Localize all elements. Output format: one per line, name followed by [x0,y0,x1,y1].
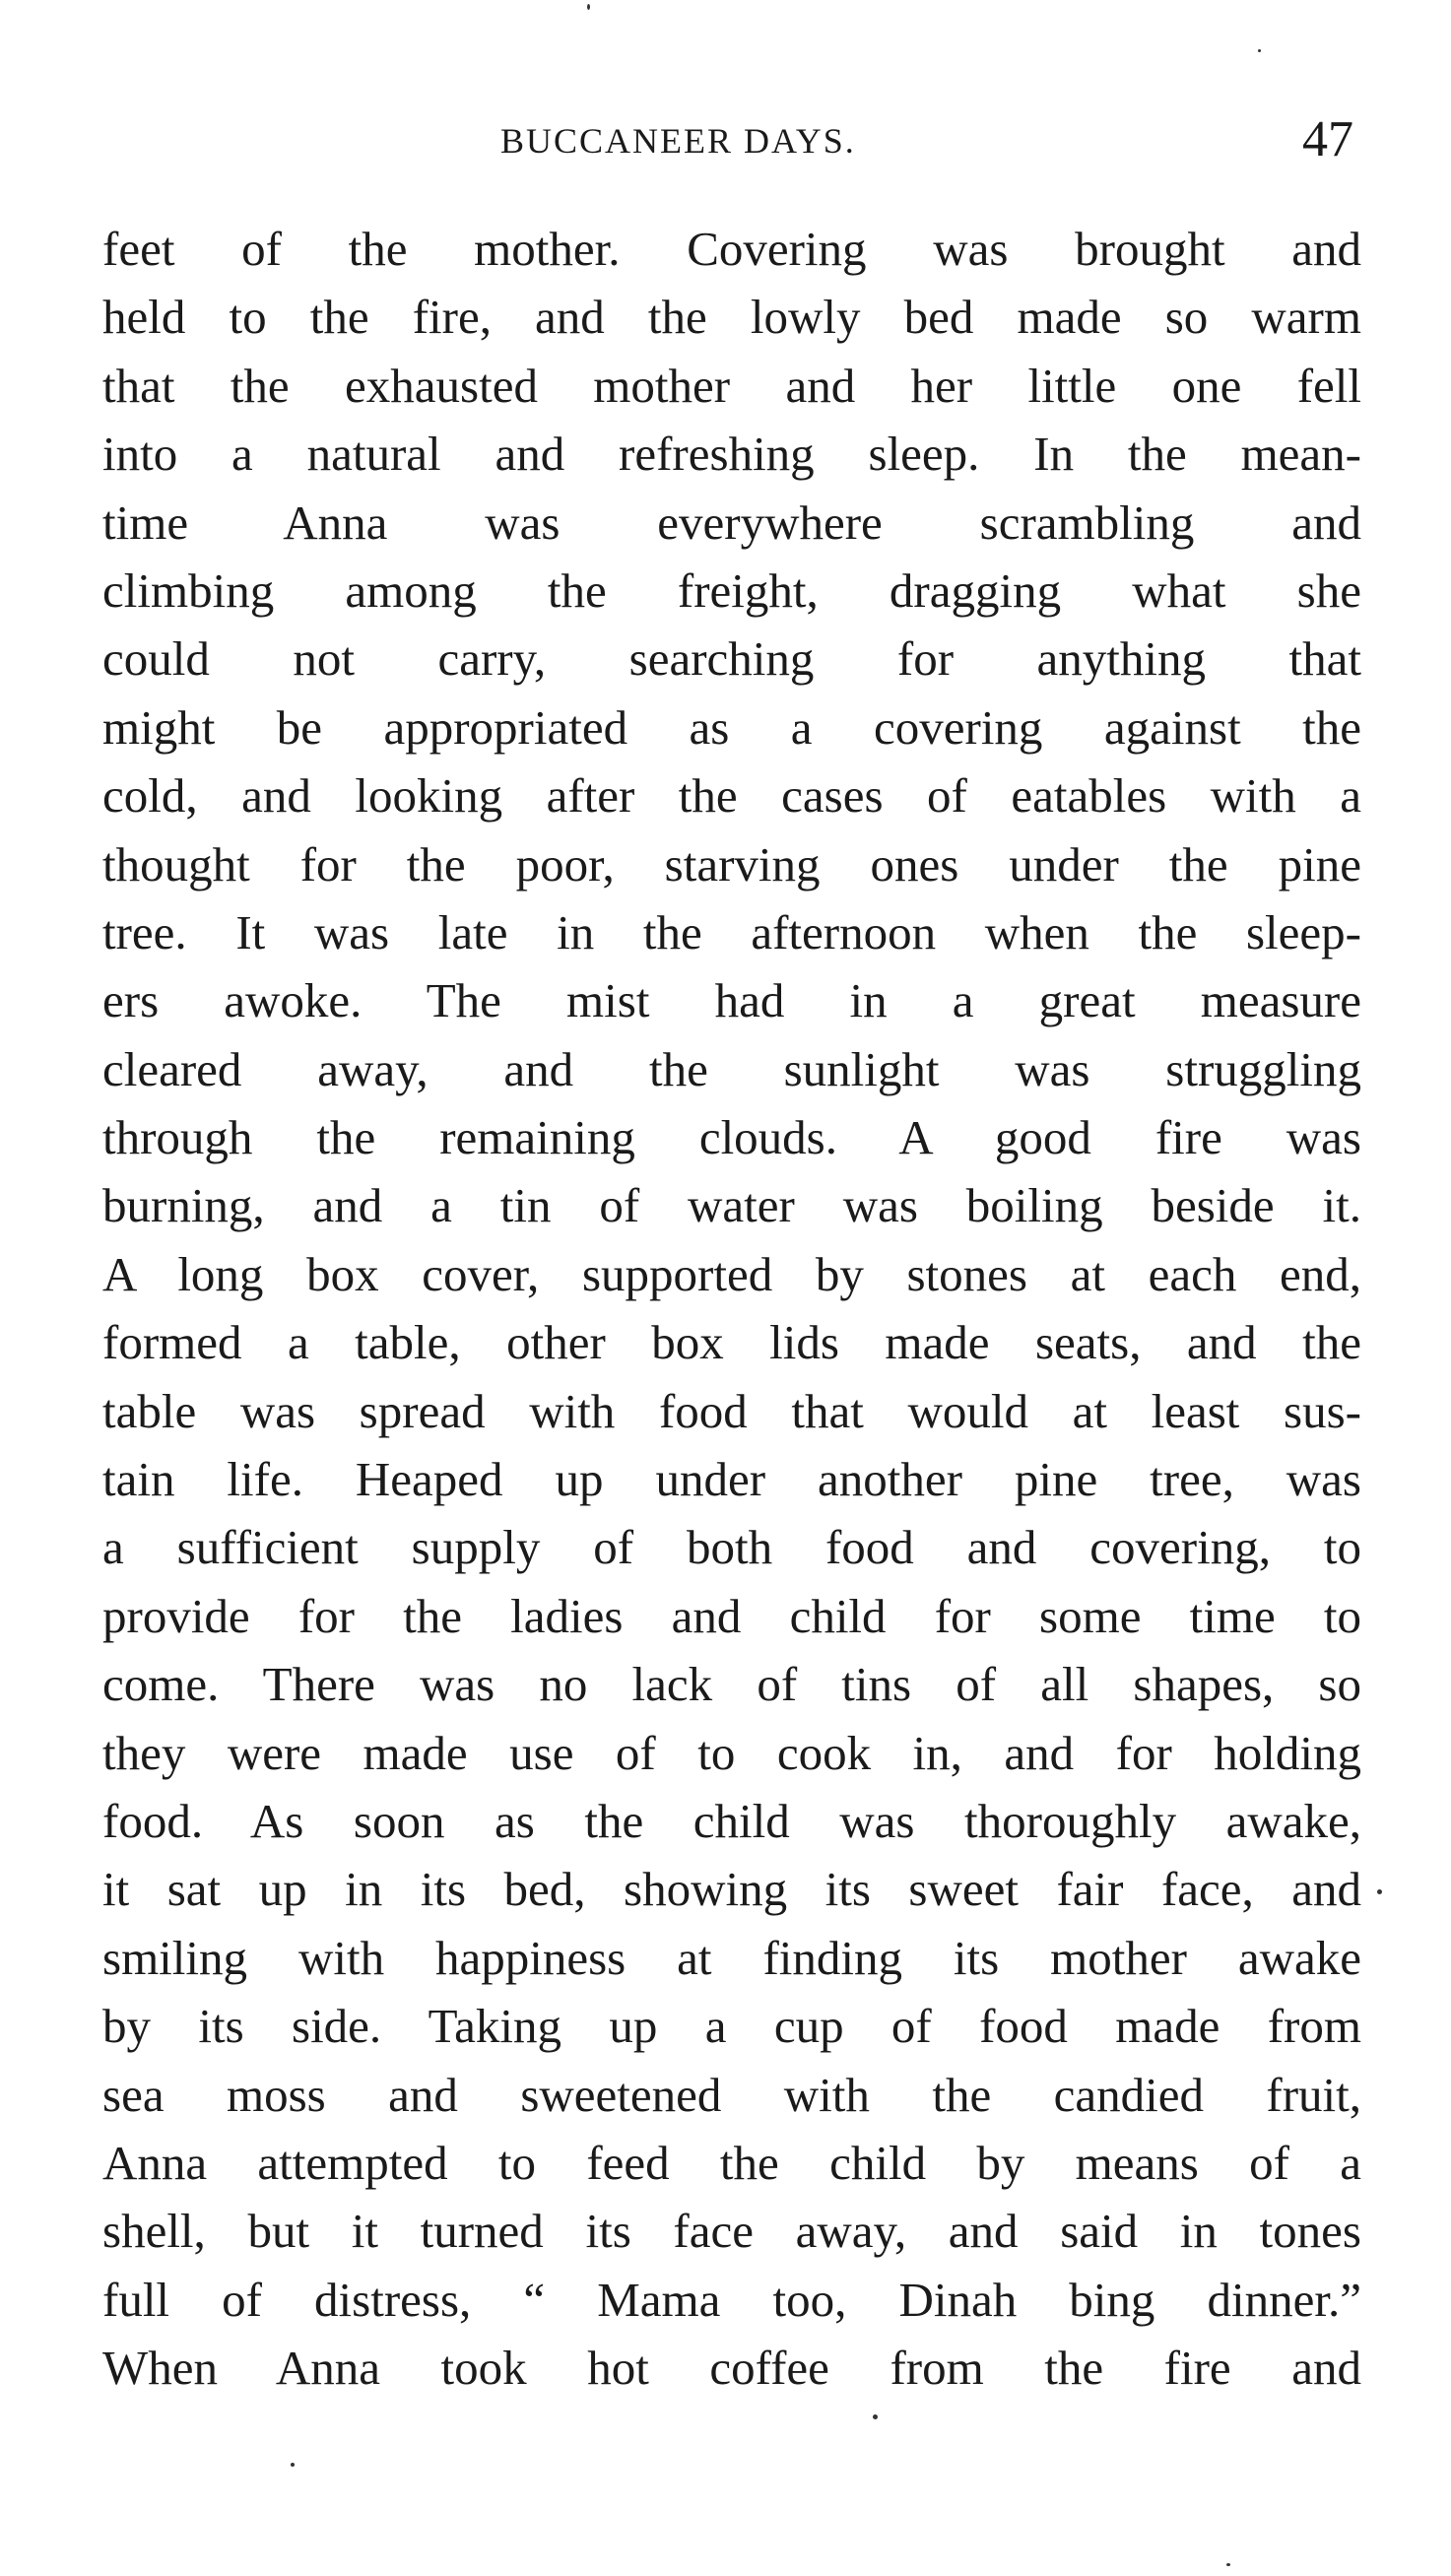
text-line: time Anna was everywhere scrambling and [102,495,1361,550]
text-line: smiling with happiness at finding its mother awake [102,1930,1361,1985]
text-line: a sufficient supply of both food and covering, to [102,1520,1361,1575]
text-line: thought for the poor, starving ones under the pine [102,836,1361,892]
text-line: cold, and looking after the cases of eatables with a [102,768,1361,824]
text-line: it sat up in its bed, showing its sweet fair face, and [102,1862,1361,1917]
text-line: feet of the mother. Covering was brought and [102,222,1361,276]
scan-speck [1377,1889,1382,1894]
running-header [0,110,1451,169]
body-text [102,215,1361,2403]
text-line: sea moss and sweetened with the candied fruit, [102,2067,1361,2122]
text-line: ers awoke. The mist had in a great measure [102,973,1361,1028]
text-line: cleared away, and the sunlight was struggling [102,1041,1361,1096]
text-line: formed a table, other box lids made seats, and the [102,1315,1361,1370]
running-title: BUCCANEER DAYS. [500,121,856,161]
text-line: by its side. Taking up a cup of food made from [102,1999,1361,2054]
text-line: come. There was no lack of tins of all shapes, so [102,1657,1361,1712]
text-line: full of distress, “ Mama too, Dinah bing dinner.” [102,2272,1361,2327]
text-line: tree. It was late in the afternoon when the sleep- [102,904,1361,959]
scan-speck [1258,49,1261,52]
text-line: into a natural and refreshing sleep. In the mean- [102,427,1361,482]
text-line: climbing among the freight, dragging what she [102,562,1361,618]
text-line: held to the fire, and the lowly bed made so warm [102,290,1361,345]
text-line: burning, and a tin of water was boiling beside it. [102,1178,1361,1233]
scan-speck [291,2463,295,2467]
text-line: A long box cover, supported by stones at each end, [102,1246,1361,1301]
text-line: that the exhausted mother and her little one fell [102,358,1361,413]
scan-speck [873,2414,878,2419]
text-line: could not carry, searching for anything that [102,631,1361,687]
scan-speck [587,4,590,10]
text-line: Anna attempted to feed the child by means of a [102,2135,1361,2190]
text-line: through the remaining clouds. A good fire was [102,1110,1361,1165]
text-line: When Anna took hot coffee from the fire and [102,2341,1361,2396]
text-line: provide for the ladies and child for some time to [102,1588,1361,1643]
page-number: 47 [1302,111,1353,167]
text-line: tain life. Heaped up under another pine tree, was [102,1452,1361,1507]
scan-speck [1226,2563,1230,2566]
text-line: food. As soon as the child was thoroughly awake, [102,1793,1361,1848]
text-line: table was spread with food that would at least sus- [102,1383,1361,1438]
text-line: might be appropriated as a covering against the [102,699,1361,755]
text-line: shell, but it turned its face away, and said in tones [102,2204,1361,2259]
text-line: they were made use of to cook in, and for holding [102,1725,1361,1780]
